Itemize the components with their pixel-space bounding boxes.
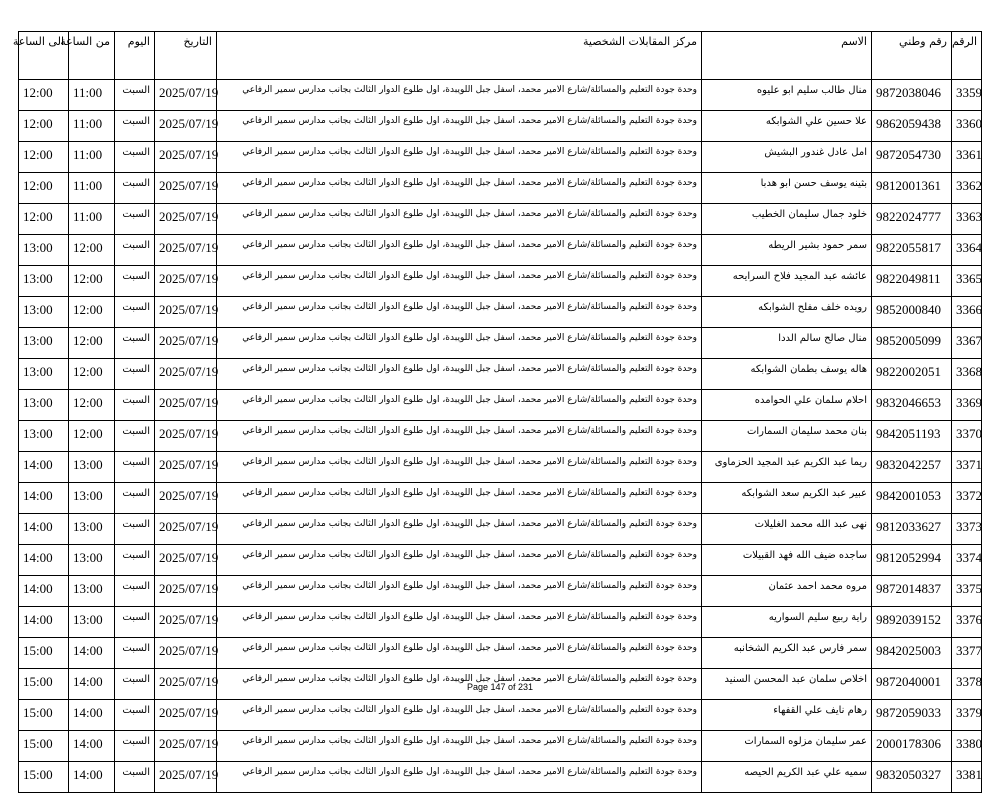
cell-name: منال صالح سالم الددا — [702, 328, 872, 359]
cell-to: 12:00 — [19, 142, 69, 173]
cell-center: وحدة جودة التعليم والمسائلة/شارع الامير محمد، اسفل جبل اللويبدة، اول طلوع الدوار الثالث بجانب مدارس سمير الرفاعي — [217, 669, 702, 700]
table-row — [19, 762, 982, 793]
cell-seq: 3365 — [952, 266, 982, 297]
table-row — [19, 576, 982, 607]
cell-to: 15:00 — [19, 700, 69, 731]
cell-seq: 3366 — [952, 297, 982, 328]
cell-seq: 3360 — [952, 111, 982, 142]
cell-center: وحدة جودة التعليم والمسائلة/شارع الامير محمد، اسفل جبل اللويبدة، اول طلوع الدوار الثالث بجانب مدارس سمير الرفاعي — [217, 142, 702, 173]
cell-to: 12:00 — [19, 204, 69, 235]
cell-from: 11:00 — [69, 173, 115, 204]
cell-from: 14:00 — [69, 700, 115, 731]
cell-from: 14:00 — [69, 731, 115, 762]
cell-center: وحدة جودة التعليم والمسائلة/شارع الامير محمد، اسفل جبل اللويبدة، اول طلوع الدوار الثالث بجانب مدارس سمير الرفاعي — [217, 576, 702, 607]
table-row — [19, 731, 982, 762]
cell-name: عبير عبد الكريم سعد الشوابكه — [702, 483, 872, 514]
header-national-id: رقم وطني — [872, 32, 952, 80]
cell-seq: 3367 — [952, 328, 982, 359]
cell-national-id: 9842051193 — [872, 421, 952, 452]
cell-date: 2025/07/19 — [155, 762, 217, 793]
cell-seq: 3361 — [952, 142, 982, 173]
cell-name: اخلاص سلمان عبد المحسن السنيد — [702, 669, 872, 700]
cell-date: 2025/07/19 — [155, 204, 217, 235]
cell-day: السبت — [115, 452, 155, 483]
table-row — [19, 483, 982, 514]
cell-day: السبت — [115, 111, 155, 142]
cell-seq: 3369 — [952, 390, 982, 421]
cell-date: 2025/07/19 — [155, 545, 217, 576]
cell-day: السبت — [115, 545, 155, 576]
cell-to: 13:00 — [19, 297, 69, 328]
cell-national-id: 9832042257 — [872, 452, 952, 483]
cell-center: وحدة جودة التعليم والمسائلة/شارع الامير محمد، اسفل جبل اللويبدة، اول طلوع الدوار الثالث بجانب مدارس سمير الرفاعي — [217, 607, 702, 638]
cell-to: 14:00 — [19, 483, 69, 514]
cell-to: 15:00 — [19, 731, 69, 762]
cell-from: 12:00 — [69, 390, 115, 421]
table-row — [19, 359, 982, 390]
cell-national-id: 9812033627 — [872, 514, 952, 545]
cell-national-id: 9862059438 — [872, 111, 952, 142]
table-row — [19, 514, 982, 545]
cell-national-id: 9822024777 — [872, 204, 952, 235]
cell-national-id: 9842025003 — [872, 638, 952, 669]
table-row — [19, 328, 982, 359]
cell-center: وحدة جودة التعليم والمسائلة/شارع الامير محمد، اسفل جبل اللويبدة، اول طلوع الدوار الثالث بجانب مدارس سمير الرفاعي — [217, 266, 702, 297]
cell-from: 11:00 — [69, 80, 115, 111]
cell-day: السبت — [115, 359, 155, 390]
table-row — [19, 700, 982, 731]
cell-date: 2025/07/19 — [155, 328, 217, 359]
cell-name: خلود جمال سليمان الخطيب — [702, 204, 872, 235]
cell-to: 14:00 — [19, 576, 69, 607]
cell-date: 2025/07/19 — [155, 514, 217, 545]
cell-seq: 3379 — [952, 700, 982, 731]
cell-day: السبت — [115, 80, 155, 111]
cell-center: وحدة جودة التعليم والمسائلة/شارع الامير محمد، اسفل جبل اللويبدة، اول طلوع الدوار الثالث بجانب مدارس سمير الرفاعي — [217, 390, 702, 421]
cell-from: 13:00 — [69, 545, 115, 576]
cell-national-id: 9822055817 — [872, 235, 952, 266]
cell-name: بثينه يوسف حسن ابو هدبا — [702, 173, 872, 204]
cell-national-id: 9872014837 — [872, 576, 952, 607]
cell-to: 14:00 — [19, 545, 69, 576]
cell-center: وحدة جودة التعليم والمسائلة/شارع الامير محمد، اسفل جبل اللويبدة، اول طلوع الدوار الثالث بجانب مدارس سمير الرفاعي — [217, 452, 702, 483]
cell-to: 14:00 — [19, 607, 69, 638]
cell-center: وحدة جودة التعليم والمسائلة/شارع الامير محمد، اسفل جبل اللويبدة، اول طلوع الدوار الثالث بجانب مدارس سمير الرفاعي — [217, 483, 702, 514]
table-row — [19, 173, 982, 204]
cell-date: 2025/07/19 — [155, 452, 217, 483]
cell-to: 13:00 — [19, 266, 69, 297]
cell-seq: 3362 — [952, 173, 982, 204]
schedule-table — [12, 31, 982, 793]
cell-name: علا حسين علي الشوابكه — [702, 111, 872, 142]
cell-from: 12:00 — [69, 235, 115, 266]
cell-date: 2025/07/19 — [155, 731, 217, 762]
table-row — [19, 142, 982, 173]
cell-name: عائشه عبد المجيد فلاح السرايحه — [702, 266, 872, 297]
cell-seq: 3364 — [952, 235, 982, 266]
cell-name: احلام سلمان علي الحوامده — [702, 390, 872, 421]
table-row — [19, 545, 982, 576]
table-row — [19, 421, 982, 452]
cell-national-id: 9842001053 — [872, 483, 952, 514]
cell-to: 13:00 — [19, 421, 69, 452]
cell-day: السبت — [115, 607, 155, 638]
cell-seq: 3363 — [952, 204, 982, 235]
cell-name: مروه محمد احمد عثمان — [702, 576, 872, 607]
cell-day: السبت — [115, 483, 155, 514]
cell-national-id: 9892039152 — [872, 607, 952, 638]
cell-from: 14:00 — [69, 669, 115, 700]
cell-day: السبت — [115, 731, 155, 762]
cell-day: السبت — [115, 669, 155, 700]
cell-national-id: 9822049811 — [872, 266, 952, 297]
cell-name: امل عادل غندور البشيش — [702, 142, 872, 173]
header-center: مركز المقابلات الشخصية — [217, 32, 702, 80]
cell-name: سمر فارس عبد الكريم الشخانبه — [702, 638, 872, 669]
cell-name: نهى عبد الله محمد الغليلات — [702, 514, 872, 545]
cell-from: 13:00 — [69, 514, 115, 545]
header-date: التاريخ — [155, 32, 217, 80]
cell-center: وحدة جودة التعليم والمسائلة/شارع الامير محمد، اسفل جبل اللويبدة، اول طلوع الدوار الثالث بجانب مدارس سمير الرفاعي — [217, 762, 702, 793]
cell-day: السبت — [115, 390, 155, 421]
cell-date: 2025/07/19 — [155, 266, 217, 297]
cell-date: 2025/07/19 — [155, 390, 217, 421]
cell-date: 2025/07/19 — [155, 359, 217, 390]
cell-name: سمر حمود بشير الريطه — [702, 235, 872, 266]
table-row — [19, 607, 982, 638]
table-header-row — [19, 32, 982, 80]
table-row — [19, 266, 982, 297]
cell-national-id: 9812052994 — [872, 545, 952, 576]
cell-center: وحدة جودة التعليم والمسائلة/شارع الامير محمد، اسفل جبل اللويبدة، اول طلوع الدوار الثالث بجانب مدارس سمير الرفاعي — [217, 731, 702, 762]
cell-center: وحدة جودة التعليم والمسائلة/شارع الامير محمد، اسفل جبل اللويبدة، اول طلوع الدوار الثالث بجانب مدارس سمير الرفاعي — [217, 173, 702, 204]
header-from: من الساعة — [69, 32, 115, 80]
cell-national-id: 2000178306 — [872, 731, 952, 762]
cell-from: 13:00 — [69, 607, 115, 638]
cell-name: منال طالب سليم ابو عليوه — [702, 80, 872, 111]
cell-seq: 3373 — [952, 514, 982, 545]
table-row — [19, 80, 982, 111]
cell-from: 11:00 — [69, 204, 115, 235]
cell-date: 2025/07/19 — [155, 142, 217, 173]
cell-national-id: 9872059033 — [872, 700, 952, 731]
cell-name: بنان محمد سليمان السمارات — [702, 421, 872, 452]
cell-day: السبت — [115, 235, 155, 266]
table-row — [19, 638, 982, 669]
cell-national-id: 9872040001 — [872, 669, 952, 700]
cell-national-id: 9852000840 — [872, 297, 952, 328]
cell-date: 2025/07/19 — [155, 235, 217, 266]
cell-date: 2025/07/19 — [155, 80, 217, 111]
cell-day: السبت — [115, 762, 155, 793]
cell-date: 2025/07/19 — [155, 638, 217, 669]
cell-to: 15:00 — [19, 669, 69, 700]
cell-seq: 3371 — [952, 452, 982, 483]
cell-national-id: 9872038046 — [872, 80, 952, 111]
cell-day: السبت — [115, 638, 155, 669]
cell-name: راية ربيع سليم السواريه — [702, 607, 872, 638]
cell-date: 2025/07/19 — [155, 483, 217, 514]
cell-from: 12:00 — [69, 297, 115, 328]
cell-name: هاله يوسف بطمان الشوابكه — [702, 359, 872, 390]
cell-national-id: 9812001361 — [872, 173, 952, 204]
header-name: الاسم — [702, 32, 872, 80]
cell-to: 12:00 — [19, 80, 69, 111]
cell-date: 2025/07/19 — [155, 576, 217, 607]
cell-day: السبت — [115, 266, 155, 297]
header-seq: الرقم — [952, 32, 982, 80]
cell-day: السبت — [115, 576, 155, 607]
table-row — [19, 111, 982, 142]
cell-seq: 3370 — [952, 421, 982, 452]
page-number: Page 147 of 231 — [466, 682, 534, 692]
cell-date: 2025/07/19 — [155, 607, 217, 638]
cell-seq: 3377 — [952, 638, 982, 669]
cell-seq: 3359 — [952, 80, 982, 111]
cell-seq: 3372 — [952, 483, 982, 514]
cell-center: وحدة جودة التعليم والمسائلة/شارع الامير محمد، اسفل جبل اللويبدة، اول طلوع الدوار الثالث بجانب مدارس سمير الرفاعي — [217, 328, 702, 359]
cell-date: 2025/07/19 — [155, 173, 217, 204]
cell-name: سميه علي عبد الكريم الحيصه — [702, 762, 872, 793]
header-to: الى الساعة — [19, 32, 69, 80]
cell-to: 15:00 — [19, 762, 69, 793]
cell-date: 2025/07/19 — [155, 700, 217, 731]
cell-national-id: 9822002051 — [872, 359, 952, 390]
cell-day: السبت — [115, 142, 155, 173]
table-row — [19, 390, 982, 421]
cell-day: السبت — [115, 297, 155, 328]
cell-to: 14:00 — [19, 452, 69, 483]
cell-day: السبت — [115, 173, 155, 204]
cell-center: وحدة جودة التعليم والمسائلة/شارع الامير محمد، اسفل جبل اللويبدة، اول طلوع الدوار الثالث بجانب مدارس سمير الرفاعي — [217, 514, 702, 545]
table-row — [19, 297, 982, 328]
cell-center: وحدة جودة التعليم والمسائلة/شارع الامير محمد، اسفل جبل اللويبدة، اول طلوع الدوار الثالث بجانب مدارس سمير الرفاعي — [217, 359, 702, 390]
table-row — [19, 204, 982, 235]
cell-national-id: 9872054730 — [872, 142, 952, 173]
cell-seq: 3374 — [952, 545, 982, 576]
cell-seq: 3381 — [952, 762, 982, 793]
cell-national-id: 9832050327 — [872, 762, 952, 793]
cell-seq: 3376 — [952, 607, 982, 638]
cell-from: 12:00 — [69, 421, 115, 452]
cell-from: 12:00 — [69, 328, 115, 359]
table-row — [19, 235, 982, 266]
cell-seq: 3368 — [952, 359, 982, 390]
cell-national-id: 9852005099 — [872, 328, 952, 359]
cell-seq: 3378 — [952, 669, 982, 700]
cell-to: 13:00 — [19, 328, 69, 359]
cell-from: 13:00 — [69, 483, 115, 514]
cell-from: 12:00 — [69, 266, 115, 297]
cell-from: 11:00 — [69, 111, 115, 142]
cell-to: 13:00 — [19, 359, 69, 390]
cell-to: 13:00 — [19, 235, 69, 266]
table-row — [19, 452, 982, 483]
cell-national-id: 9832046653 — [872, 390, 952, 421]
cell-to: 15:00 — [19, 638, 69, 669]
cell-from: 12:00 — [69, 359, 115, 390]
cell-seq: 3375 — [952, 576, 982, 607]
cell-to: 14:00 — [19, 514, 69, 545]
cell-name: رويده خلف مفلح الشوابكه — [702, 297, 872, 328]
cell-center: وحدة جودة التعليم والمسائلة/شارع الامير محمد، اسفل جبل اللويبدة، اول طلوع الدوار الثالث بجانب مدارس سمير الرفاعي — [217, 421, 702, 452]
cell-center: وحدة جودة التعليم والمسائلة/شارع الامير محمد، اسفل جبل اللويبدة، اول طلوع الدوار الثالث بجانب مدارس سمير الرفاعي — [217, 111, 702, 142]
cell-to: 12:00 — [19, 173, 69, 204]
cell-center: وحدة جودة التعليم والمسائلة/شارع الامير محمد، اسفل جبل اللويبدة، اول طلوع الدوار الثالث بجانب مدارس سمير الرفاعي — [217, 204, 702, 235]
cell-date: 2025/07/19 — [155, 669, 217, 700]
cell-date: 2025/07/19 — [155, 421, 217, 452]
cell-center: وحدة جودة التعليم والمسائلة/شارع الامير محمد، اسفل جبل اللويبدة، اول طلوع الدوار الثالث بجانب مدارس سمير الرفاعي — [217, 80, 702, 111]
cell-to: 13:00 — [19, 390, 69, 421]
cell-name: عمر سليمان مزلوه السمارات — [702, 731, 872, 762]
cell-from: 13:00 — [69, 576, 115, 607]
cell-from: 13:00 — [69, 452, 115, 483]
cell-seq: 3380 — [952, 731, 982, 762]
cell-center: وحدة جودة التعليم والمسائلة/شارع الامير محمد، اسفل جبل اللويبدة، اول طلوع الدوار الثالث بجانب مدارس سمير الرفاعي — [217, 297, 702, 328]
cell-name: ساجده ضيف الله فهد القبيلات — [702, 545, 872, 576]
cell-center: وحدة جودة التعليم والمسائلة/شارع الامير محمد، اسفل جبل اللويبدة، اول طلوع الدوار الثالث بجانب مدارس سمير الرفاعي — [217, 235, 702, 266]
header-day: اليوم — [115, 32, 155, 80]
cell-to: 12:00 — [19, 111, 69, 142]
cell-center: وحدة جودة التعليم والمسائلة/شارع الامير محمد، اسفل جبل اللويبدة، اول طلوع الدوار الثالث بجانب مدارس سمير الرفاعي — [217, 545, 702, 576]
cell-from: 11:00 — [69, 142, 115, 173]
cell-name: ريما عبد الكريم عبد المجيد الحزماوى — [702, 452, 872, 483]
cell-center: وحدة جودة التعليم والمسائلة/شارع الامير محمد، اسفل جبل اللويبدة، اول طلوع الدوار الثالث بجانب مدارس سمير الرفاعي — [217, 700, 702, 731]
cell-day: السبت — [115, 328, 155, 359]
cell-from: 14:00 — [69, 762, 115, 793]
cell-center: وحدة جودة التعليم والمسائلة/شارع الامير محمد، اسفل جبل اللويبدة، اول طلوع الدوار الثالث بجانب مدارس سمير الرفاعي — [217, 638, 702, 669]
cell-day: السبت — [115, 514, 155, 545]
cell-date: 2025/07/19 — [155, 111, 217, 142]
cell-name: رهام نايف علي القفهاء — [702, 700, 872, 731]
cell-day: السبت — [115, 700, 155, 731]
cell-date: 2025/07/19 — [155, 297, 217, 328]
cell-day: السبت — [115, 204, 155, 235]
cell-from: 14:00 — [69, 638, 115, 669]
cell-day: السبت — [115, 421, 155, 452]
